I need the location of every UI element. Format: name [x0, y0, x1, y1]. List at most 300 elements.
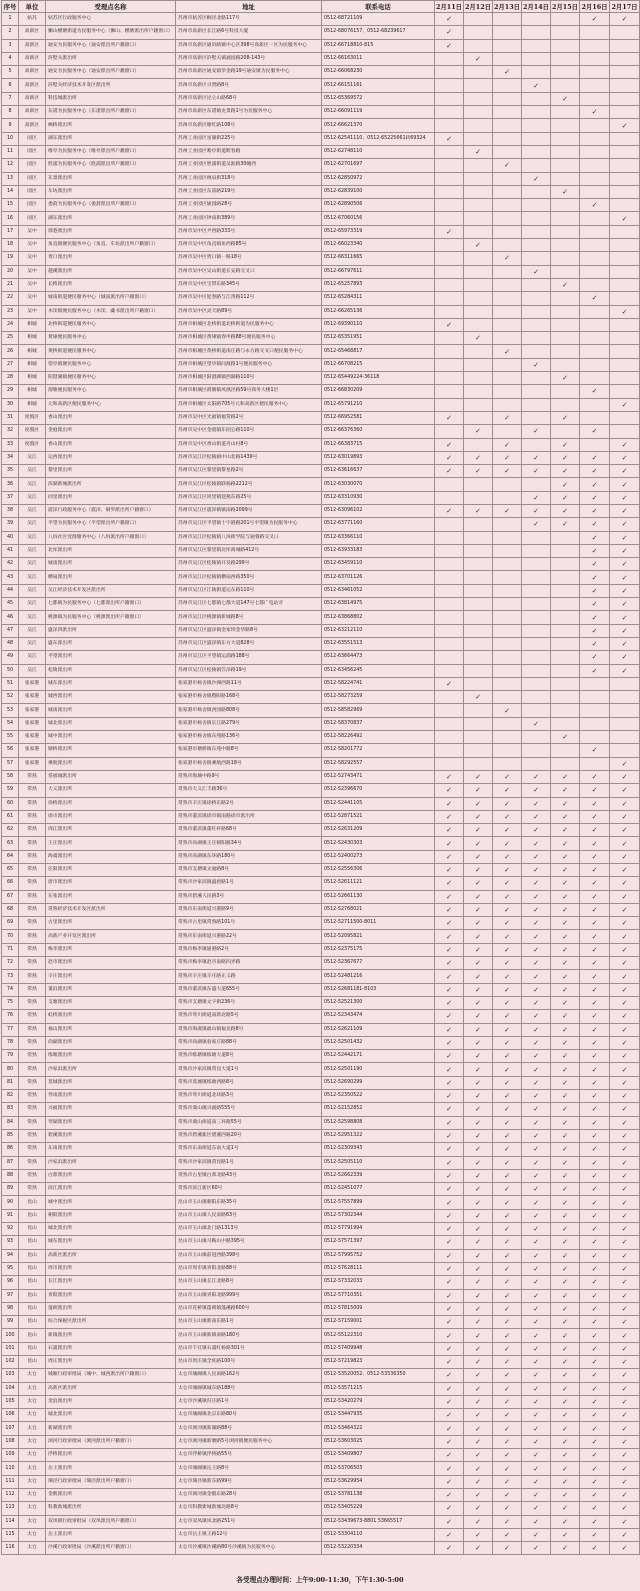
row-phone: 0512-57628111: [322, 1262, 435, 1275]
check-mark: ✓: [610, 1156, 640, 1169]
table-row: [2, 225, 640, 238]
check-mark: ✓: [522, 358, 551, 371]
empty-date-cell: [610, 92, 640, 105]
check-mark: ✓: [551, 1036, 580, 1049]
row-address: 昆山市玉山镇人民南路63号: [176, 1209, 322, 1222]
check-mark: ✓: [580, 1063, 610, 1076]
check-mark: ✓: [493, 451, 522, 464]
row-index: 92: [2, 1223, 19, 1236]
empty-date-cell: [522, 145, 551, 158]
row-phone: 0512-65468817: [322, 345, 435, 358]
empty-date-cell: [522, 159, 551, 172]
empty-date-cell: [610, 411, 640, 424]
check-mark: ✓: [610, 438, 640, 451]
row-phone: 0512-66952581: [322, 411, 435, 424]
empty-date-cell: [610, 318, 640, 331]
row-index: 71: [2, 943, 19, 956]
table-row: [2, 1236, 640, 1249]
check-mark: ✓: [551, 451, 580, 464]
check-mark: ✓: [435, 39, 464, 52]
empty-date-cell: [435, 425, 464, 438]
check-mark: ✓: [522, 864, 551, 877]
empty-date-cell: [464, 318, 493, 331]
row-index: 17: [2, 225, 19, 238]
check-mark: ✓: [551, 864, 580, 877]
check-mark: ✓: [493, 1169, 522, 1182]
row-index: 59: [2, 784, 19, 797]
row-index: 13: [2, 172, 19, 185]
table-row: [2, 305, 640, 318]
empty-date-cell: [580, 372, 610, 385]
row-unit: 吴中: [19, 292, 46, 305]
row-index: 25: [2, 332, 19, 345]
empty-date-cell: [610, 385, 640, 398]
check-mark: ✓: [610, 1515, 640, 1528]
row-unit: 吴江: [19, 478, 46, 491]
empty-date-cell: [551, 691, 580, 704]
check-mark: ✓: [522, 890, 551, 903]
row-service-point: 梅李派出所: [46, 943, 176, 956]
empty-date-cell: [580, 159, 610, 172]
row-index: 21: [2, 278, 19, 291]
empty-date-cell: [464, 478, 493, 491]
row-service-point: 高新区派出所: [46, 1382, 176, 1395]
check-mark: ✓: [493, 1036, 522, 1049]
table-row: [2, 278, 640, 291]
table-row: [2, 1050, 640, 1063]
row-service-point: 城中派出所: [46, 1196, 176, 1209]
row-index: 72: [2, 957, 19, 970]
empty-date-cell: [435, 119, 464, 132]
row-service-point: 东张派出所: [46, 890, 176, 903]
row-index: 47: [2, 624, 19, 637]
row-address: 苏州市吴江区松陵镇笠泽路19号: [176, 664, 322, 677]
check-mark: ✓: [464, 983, 493, 996]
row-phone: 0512-65351951: [322, 332, 435, 345]
empty-date-cell: [464, 199, 493, 212]
row-phone: 0512-62541110、0512-65225661转69324: [322, 132, 435, 145]
check-mark: ✓: [580, 1196, 610, 1209]
row-unit: 高新区: [19, 39, 46, 52]
check-mark: ✓: [610, 1462, 640, 1475]
check-mark: ✓: [610, 824, 640, 837]
table-row: [2, 1156, 640, 1169]
table-row: [2, 1302, 640, 1315]
row-service-point: 运西派出所: [46, 451, 176, 464]
check-mark: ✓: [464, 1196, 493, 1209]
row-phone: 0512-53629954: [322, 1475, 435, 1488]
check-mark: ✓: [493, 1502, 522, 1515]
table-row: [2, 1223, 640, 1236]
check-mark: ✓: [610, 1369, 640, 1382]
check-mark: ✓: [610, 624, 640, 637]
empty-date-cell: [551, 66, 580, 79]
table-row: [2, 345, 640, 358]
row-address: 苏州市吴中区吴山街道长安路交叉口: [176, 265, 322, 278]
row-service-point: 横扇派出所: [46, 571, 176, 584]
empty-date-cell: [551, 159, 580, 172]
check-mark: ✓: [580, 1435, 610, 1448]
row-phone: 0512-66830209: [322, 385, 435, 398]
empty-date-cell: [551, 106, 580, 119]
empty-date-cell: [493, 92, 522, 105]
check-mark: ✓: [435, 1129, 464, 1142]
check-mark: ✓: [551, 1249, 580, 1262]
row-service-point: 城中派出所: [46, 731, 176, 744]
row-unit: 太仓: [19, 1435, 46, 1448]
empty-date-cell: [551, 39, 580, 52]
check-mark: ✓: [522, 1262, 551, 1275]
check-mark: ✓: [464, 784, 493, 797]
check-mark: ✓: [522, 1183, 551, 1196]
row-index: 113: [2, 1502, 19, 1515]
empty-date-cell: [580, 278, 610, 291]
row-service-point: 金鹤派出所: [46, 1488, 176, 1501]
row-unit: 常熟: [19, 1129, 46, 1142]
row-service-point: 常福城派出所: [46, 770, 176, 783]
empty-date-cell: [464, 411, 493, 424]
check-mark: ✓: [435, 1395, 464, 1408]
row-address: 常熟市董浜镇徐市镇南路徐市派出所: [176, 810, 322, 823]
empty-date-cell: [580, 26, 610, 39]
check-mark: ✓: [551, 810, 580, 823]
check-mark: ✓: [580, 1542, 610, 1555]
empty-date-cell: [464, 558, 493, 571]
check-mark: ✓: [610, 1528, 640, 1541]
row-service-point: 郭巷派出所: [46, 225, 176, 238]
table-row: [2, 624, 640, 637]
row-phone: 0512-63366110: [322, 531, 435, 544]
row-phone: 0512-53405229: [322, 1502, 435, 1515]
check-mark: ✓: [464, 1409, 493, 1422]
check-mark: ✓: [580, 824, 610, 837]
check-mark: ✓: [610, 305, 640, 318]
check-mark: ✓: [435, 1262, 464, 1275]
check-mark: ✓: [464, 996, 493, 1009]
row-phone: 0512-63664473: [322, 651, 435, 664]
empty-date-cell: [493, 119, 522, 132]
check-mark: ✓: [610, 1475, 640, 1488]
check-mark: ✓: [580, 664, 610, 677]
row-unit: 太仓: [19, 1369, 46, 1382]
empty-date-cell: [551, 425, 580, 438]
row-address: 苏州市吴江区松陵镇中山北路1439号: [176, 451, 322, 464]
row-unit: 吴中: [19, 252, 46, 265]
row-unit: 常熟: [19, 1156, 46, 1169]
check-mark: ✓: [580, 571, 610, 584]
row-service-point: 湖东派出所: [46, 132, 176, 145]
empty-date-cell: [551, 26, 580, 39]
row-address: 苏州工业园区林泉街318号: [176, 172, 322, 185]
empty-date-cell: [580, 332, 610, 345]
table-row: [2, 185, 640, 198]
row-index: 35: [2, 465, 19, 478]
row-index: 62: [2, 824, 19, 837]
row-index: 104: [2, 1382, 19, 1395]
row-index: 9: [2, 119, 19, 132]
row-index: 23: [2, 305, 19, 318]
check-mark: ✓: [464, 52, 493, 65]
row-address: 常熟市辛庄镇辛庄路正义路: [176, 970, 322, 983]
empty-date-cell: [493, 425, 522, 438]
empty-date-cell: [464, 531, 493, 544]
row-index: 11: [2, 145, 19, 158]
row-address: 苏州市姑苏区桐泾北路117号: [176, 13, 322, 26]
table-row: [2, 451, 640, 464]
check-mark: ✓: [464, 1063, 493, 1076]
check-mark: ✓: [464, 1236, 493, 1249]
empty-date-cell: [551, 558, 580, 571]
empty-date-cell: [551, 584, 580, 597]
empty-date-cell: [493, 239, 522, 252]
check-mark: ✓: [464, 425, 493, 438]
row-unit: 相城: [19, 358, 46, 371]
check-mark: ✓: [551, 1462, 580, 1475]
row-unit: 吴中: [19, 305, 46, 318]
row-phone: 0512-53781138: [322, 1488, 435, 1501]
empty-date-cell: [493, 318, 522, 331]
empty-date-cell: [522, 731, 551, 744]
header-date-3: 2月13日: [493, 1, 522, 13]
row-unit: 常熟: [19, 1090, 46, 1103]
empty-date-cell: [464, 651, 493, 664]
table-row: [2, 478, 640, 491]
table-row: [2, 1342, 640, 1355]
row-phone: 0512-52598808: [322, 1116, 435, 1129]
check-mark: ✓: [493, 1183, 522, 1196]
table-row: [2, 531, 640, 544]
row-unit: 吴江: [19, 504, 46, 517]
row-address: 苏州市吴江区同里镇迎燕东路25号: [176, 491, 322, 504]
row-index: 81: [2, 1076, 19, 1089]
check-mark: ✓: [551, 837, 580, 850]
check-mark: ✓: [580, 491, 610, 504]
row-unit: 昆山: [19, 1355, 46, 1368]
row-address: 苏州市吴江区平望镇运浦路188号: [176, 651, 322, 664]
row-index: 86: [2, 1143, 19, 1156]
row-address: 常熟市虞山街道南三环路55号: [176, 1116, 322, 1129]
check-mark: ✓: [435, 1196, 464, 1209]
check-mark: ✓: [522, 917, 551, 930]
check-mark: ✓: [522, 79, 551, 92]
row-unit: 常熟: [19, 1010, 46, 1023]
empty-date-cell: [522, 332, 551, 345]
check-mark: ✓: [522, 1116, 551, 1129]
row-phone: 0512-57409948: [322, 1342, 435, 1355]
check-mark: ✓: [493, 903, 522, 916]
row-service-point: 古里派出所: [46, 917, 176, 930]
empty-date-cell: [464, 278, 493, 291]
table-row: [2, 1129, 640, 1142]
check-mark: ✓: [435, 1023, 464, 1036]
row-index: 32: [2, 425, 19, 438]
check-mark: ✓: [551, 1316, 580, 1329]
row-address: 常熟市东南街道东南大道1号: [176, 1143, 322, 1156]
empty-date-cell: [493, 26, 522, 39]
empty-date-cell: [493, 358, 522, 371]
check-mark: ✓: [493, 970, 522, 983]
check-mark: ✓: [551, 1329, 580, 1342]
row-index: 110: [2, 1462, 19, 1475]
empty-date-cell: [435, 731, 464, 744]
empty-date-cell: [580, 172, 610, 185]
check-mark: ✓: [522, 1409, 551, 1422]
table-row: [2, 810, 640, 823]
row-index: 52: [2, 691, 19, 704]
empty-date-cell: [493, 544, 522, 557]
check-mark: ✓: [610, 491, 640, 504]
empty-date-cell: [610, 39, 640, 52]
row-service-point: 浒墅关经济技术开发区派出所: [46, 79, 176, 92]
row-index: 68: [2, 903, 19, 916]
empty-date-cell: [522, 185, 551, 198]
table-row: [2, 983, 640, 996]
row-phone: 0512-57332033: [322, 1276, 435, 1289]
row-address: 常熟市辛庄镇徐桥东路2号: [176, 797, 322, 810]
check-mark: ✓: [580, 1023, 610, 1036]
empty-date-cell: [435, 358, 464, 371]
check-mark: ✓: [493, 943, 522, 956]
row-index: 33: [2, 438, 19, 451]
empty-date-cell: [464, 185, 493, 198]
row-phone: 0512-55122310: [322, 1329, 435, 1342]
row-unit: 常熟: [19, 943, 46, 956]
row-phone: 0512-66708215: [322, 358, 435, 371]
row-service-point: 城东派出所: [46, 677, 176, 690]
row-unit: 太仓: [19, 1422, 46, 1435]
row-address: 苏州市吴中区胥口镇一路18号: [176, 252, 322, 265]
check-mark: ✓: [435, 13, 464, 26]
check-mark: ✓: [522, 903, 551, 916]
row-address: 苏州工业园区通园路28号: [176, 199, 322, 212]
empty-date-cell: [464, 92, 493, 105]
row-index: 49: [2, 651, 19, 664]
empty-date-cell: [493, 518, 522, 531]
empty-date-cell: [522, 757, 551, 770]
row-service-point: 通安为民服务中心（通安派出所户籍窗口）: [46, 66, 176, 79]
check-mark: ✓: [610, 1395, 640, 1408]
empty-date-cell: [435, 398, 464, 411]
check-mark: ✓: [580, 1276, 610, 1289]
empty-date-cell: [522, 637, 551, 650]
empty-date-cell: [493, 185, 522, 198]
table-row: [2, 744, 640, 757]
row-index: 54: [2, 717, 19, 730]
check-mark: ✓: [435, 1103, 464, 1116]
check-mark: ✓: [610, 13, 640, 26]
check-mark: ✓: [435, 1528, 464, 1541]
check-mark: ✓: [522, 1515, 551, 1528]
empty-date-cell: [522, 305, 551, 318]
row-index: 58: [2, 770, 19, 783]
empty-date-cell: [464, 345, 493, 358]
row-address: 苏州市吴江区桃源镇新城路8号: [176, 611, 322, 624]
empty-date-cell: [464, 252, 493, 265]
row-unit: 吴江: [19, 651, 46, 664]
check-mark: ✓: [551, 1236, 580, 1249]
check-mark: ✓: [551, 1302, 580, 1315]
row-index: 55: [2, 731, 19, 744]
check-mark: ✓: [493, 1515, 522, 1528]
table-row: [2, 1103, 640, 1116]
row-service-point: 任阳派出所: [46, 864, 176, 877]
row-unit: 吴江: [19, 531, 46, 544]
check-mark: ✓: [493, 850, 522, 863]
table-row: [2, 252, 640, 265]
row-service-point: 城东派出所: [46, 1236, 176, 1249]
empty-date-cell: [493, 691, 522, 704]
empty-date-cell: [464, 664, 493, 677]
check-mark: ✓: [493, 1156, 522, 1169]
row-index: 14: [2, 185, 19, 198]
empty-date-cell: [493, 664, 522, 677]
check-mark: ✓: [464, 1169, 493, 1182]
check-mark: ✓: [551, 1050, 580, 1063]
check-mark: ✓: [610, 757, 640, 770]
table-row: [2, 79, 640, 92]
check-mark: ✓: [522, 1369, 551, 1382]
row-service-point: 长江派出所: [46, 1276, 176, 1289]
row-address: 常熟市古里镇常熟路101号: [176, 917, 322, 930]
row-unit: 常熟: [19, 1116, 46, 1129]
row-phone: 0512-62839100: [322, 185, 435, 198]
row-phone: 0512-53220334: [322, 1542, 435, 1555]
check-mark: ✓: [551, 877, 580, 890]
empty-date-cell: [551, 212, 580, 225]
row-service-point: 盛泽四派出所: [46, 624, 176, 637]
check-mark: ✓: [522, 1329, 551, 1342]
check-mark: ✓: [610, 598, 640, 611]
empty-date-cell: [464, 159, 493, 172]
check-mark: ✓: [435, 1542, 464, 1555]
row-index: 10: [2, 132, 19, 145]
row-index: 90: [2, 1196, 19, 1209]
table-row: [2, 239, 640, 252]
check-mark: ✓: [493, 1209, 522, 1222]
row-index: 31: [2, 411, 19, 424]
empty-date-cell: [522, 212, 551, 225]
check-mark: ✓: [551, 1475, 580, 1488]
row-phone: 0512-57219823: [322, 1355, 435, 1368]
check-mark: ✓: [522, 425, 551, 438]
check-mark: ✓: [435, 438, 464, 451]
row-service-point: 朝阳派出所: [46, 1209, 176, 1222]
check-mark: ✓: [580, 1036, 610, 1049]
empty-date-cell: [522, 611, 551, 624]
check-mark: ✓: [464, 465, 493, 478]
empty-date-cell: [522, 372, 551, 385]
check-mark: ✓: [493, 824, 522, 837]
table-row: [2, 1488, 640, 1501]
row-unit: 太仓: [19, 1475, 46, 1488]
row-address: 张家港市杨舍镇暨阳路168号: [176, 691, 322, 704]
row-address: 苏州市高新区浒墅关镇通园路208-143号: [176, 52, 322, 65]
row-unit: 太仓: [19, 1502, 46, 1515]
check-mark: ✓: [580, 1355, 610, 1368]
table-row: [2, 877, 640, 890]
row-address: 常熟市碧溪人民路3号: [176, 890, 322, 903]
row-unit: 吴江: [19, 584, 46, 597]
check-mark: ✓: [610, 637, 640, 650]
row-address: 太仓市浏河镇金鹤东路28号: [176, 1488, 322, 1501]
empty-date-cell: [522, 318, 551, 331]
empty-date-cell: [522, 478, 551, 491]
check-mark: ✓: [435, 784, 464, 797]
empty-date-cell: [610, 731, 640, 744]
empty-date-cell: [610, 172, 640, 185]
row-unit: 昆山: [19, 1262, 46, 1275]
table-row: [2, 1143, 640, 1156]
